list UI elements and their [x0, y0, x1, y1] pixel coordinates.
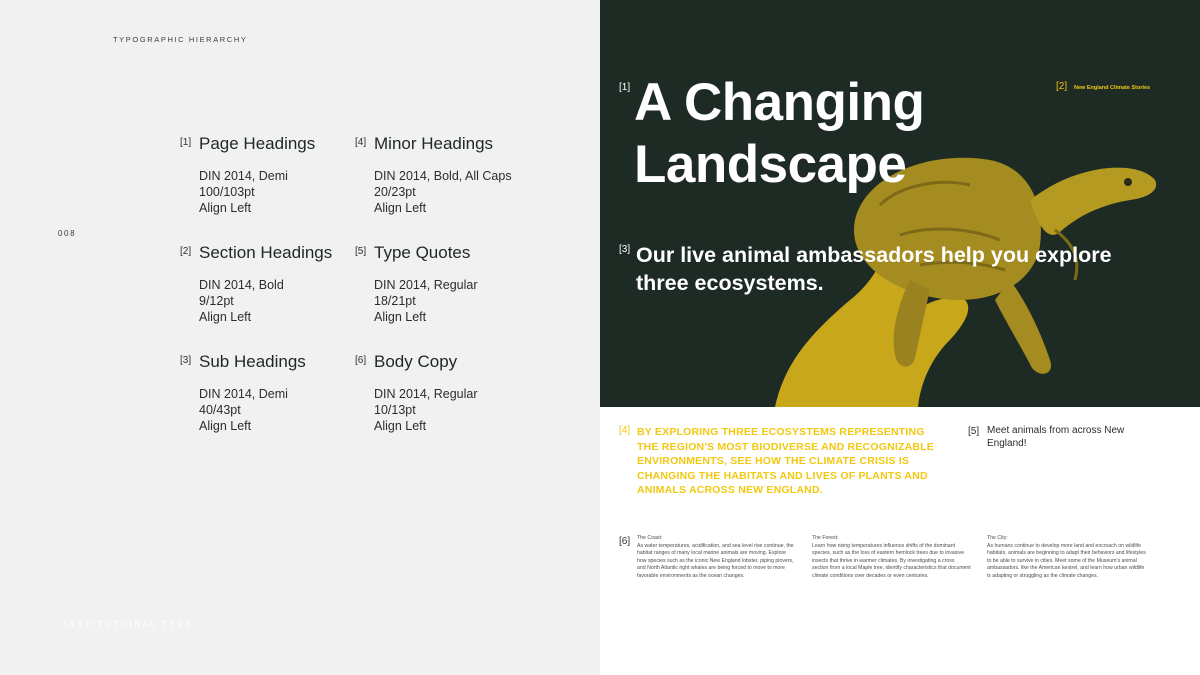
spec-align: Align Left: [374, 310, 427, 324]
body-column-text: As humans continue to develop more land and encroach on wildlife habitats, animals are beginning to adapt their behaviors and lifestyles to be able to survive in cities. Meet some of the Museum's animal ambassadors, like the American kestrel, and learn how urban wildlife is adapting or struggling as the climate changes.: [987, 542, 1146, 579]
spec-title: Body Copy: [374, 352, 458, 371]
body-column-text: As water temperatures, acidification, and sea level rise continue, the habitat ranges of many local marine animals are moving. Explore how species such as the iconic New England lobster, piping plovers, and North Atlantic right whales are being forced to move to more favorable environments as the ocean changes.: [637, 542, 794, 579]
spec-number: [4]: [355, 137, 367, 148]
spec-align: Align Left: [199, 310, 252, 324]
body-column-text: Learn how rising temperatures influence shifts of the dominant species, such as the loss of eastern hemlock trees due to invasive insects that thrive in warmer climates. By investigating a cross section from a local Maple tree, identify characteristics that document climate conditions over decades or even centuries.: [812, 542, 971, 579]
hero-number-2: [2]: [1056, 81, 1068, 92]
spec-font: DIN 2014, Demi: [199, 169, 288, 183]
spec-title: Type Quotes: [374, 243, 471, 262]
spec-font: DIN 2014, Regular: [374, 278, 478, 292]
spec-number: [6]: [355, 355, 367, 366]
lower-panel: [600, 407, 1200, 675]
body-column-coast: [637, 535, 797, 581]
body-column-city: [987, 535, 1147, 581]
body-column-title: The Forest:: [812, 535, 839, 541]
spec-size: 18/21pt: [374, 294, 416, 308]
footer-mark: [64, 620, 198, 629]
spec-number: [1]: [180, 137, 192, 148]
footer-dot: .: [193, 620, 199, 629]
spec-size: 100/103pt: [199, 185, 255, 199]
spec-number: [5]: [355, 246, 367, 257]
spec-number: [3]: [180, 355, 192, 366]
spec-size: 40/43pt: [199, 403, 241, 417]
turtle-head: [1030, 168, 1156, 235]
section-label: TYPOGRAPHIC HIERARCHY: [113, 35, 248, 44]
hero-title-line-1: A Changing: [634, 73, 925, 132]
spec-title: Page Headings: [199, 134, 316, 153]
spec-align: Align Left: [374, 419, 427, 433]
spec-font: DIN 2014, Bold, All Caps: [374, 169, 512, 183]
spec-title: Minor Headings: [374, 134, 494, 153]
spec-size: 10/13pt: [374, 403, 416, 417]
hero-quote: Our live animal ambassadors help you explore three ecosystems.: [636, 243, 1112, 295]
minor-heading-number: [4]: [619, 425, 631, 436]
type-quote: Meet animals from across New England!: [987, 425, 1125, 449]
hero-number-3: [3]: [619, 244, 631, 255]
spec-title: Section Headings: [199, 243, 333, 262]
minor-heading: BY EXPLORING THREE ECOSYSTEMS REPRESENTING THE REGION'S MOST BIODIVERSE AND RECOGNIZABLE ENVIRONMENTS, SEE HOW THE CLIMATE CRISIS IS CHANGING THE HABITATS AND LIVES OF PLANTS AND ANIMALS ACROSS NEW ENGLAND.: [637, 426, 934, 497]
spec-font: DIN 2014, Demi: [199, 387, 288, 401]
spec-title: Sub Headings: [199, 352, 306, 371]
hero-title-line-2: Landscape: [634, 135, 907, 194]
body-column-title: The Coast:: [637, 535, 663, 541]
type-quote-number: [5]: [968, 426, 980, 437]
spec-font: DIN 2014, Regular: [374, 387, 478, 401]
body-column-forest: [812, 535, 972, 581]
hero-number-1: [1]: [619, 82, 631, 93]
hero-title: [634, 72, 924, 196]
spec-align: Align Left: [199, 419, 252, 433]
spec-font: DIN 2014, Bold: [199, 278, 284, 292]
hero-panel: [600, 0, 1200, 407]
page-number: 008: [58, 229, 77, 238]
spec-number: [2]: [180, 246, 192, 257]
spec-align: Align Left: [199, 201, 252, 215]
hero-tag: New England Climate Stories: [1074, 85, 1151, 91]
spec-align: Align Left: [374, 201, 427, 215]
turtle-in-hand-image: [600, 0, 1200, 407]
body-column-title: The City:: [987, 535, 1008, 541]
footer-text: INSTITUTIONAL TYPE: [64, 620, 194, 629]
body-copy-number: [6]: [619, 536, 631, 547]
spec-size: 9/12pt: [199, 294, 234, 308]
spec-size: 20/23pt: [374, 185, 416, 199]
